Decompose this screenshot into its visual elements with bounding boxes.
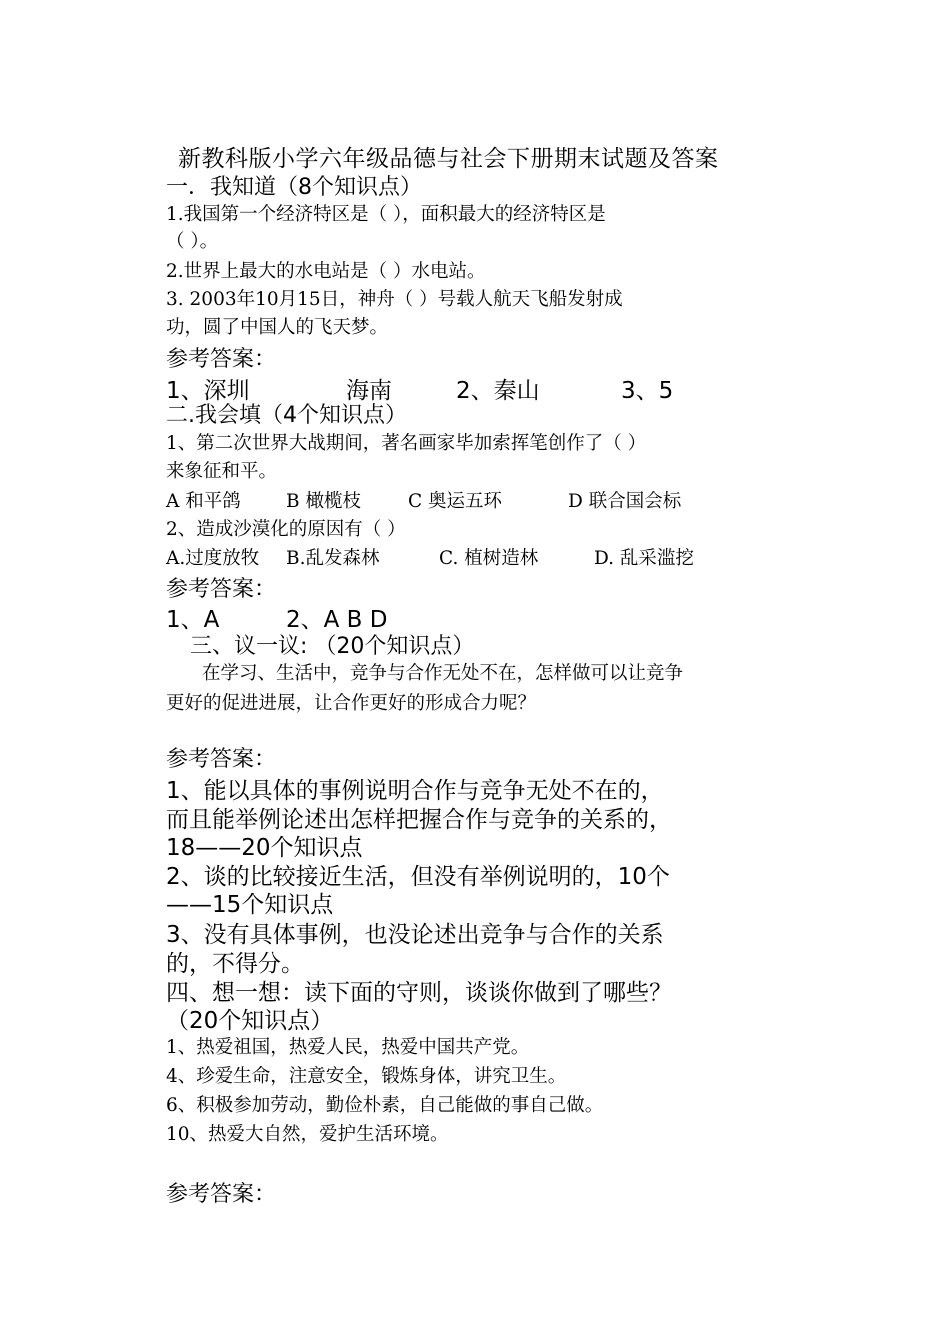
- s3-answer-line-3: 18——20个知识点: [166, 835, 363, 861]
- s2-q2-option-c: C. 植树造林: [439, 548, 539, 569]
- s2-question-2: 2、造成沙漠化的原因有（ ）: [166, 519, 406, 540]
- section-4-heading-line-1: 四、想一想：读下面的守则，谈谈你做到了哪些？: [166, 980, 672, 1006]
- s1-question-1-line-1: 1.我国第一个经济特区是（ ），面积最大的经济特区是: [166, 204, 606, 225]
- s1-answer-2: 海南: [346, 378, 392, 404]
- s2-answer-2: 2、A B D: [286, 607, 388, 633]
- s2-q1-option-d: D 联合国会标: [568, 491, 682, 512]
- s3-question-line-2: 更好的促进进展，让合作更好的形成合力呢？: [166, 693, 537, 714]
- s2-question-1-options: [166, 487, 681, 513]
- s3-answer-line-2: 而且能举例论述出怎样把握合作与竞争的关系的，: [166, 807, 672, 833]
- section-1-heading: 一．我知道（8个知识点）: [166, 175, 422, 200]
- s4-answer-label: 参考答案：: [166, 1182, 277, 1207]
- s1-answer-label: 参考答案：: [166, 347, 277, 372]
- document-title: 新教科版小学六年级品德与社会下册期末试题及答案: [178, 146, 719, 172]
- s2-q1-option-c: C 奥运五环: [408, 491, 503, 512]
- s1-question-2: 2.世界上最大的水电站是（ ）水电站。: [166, 261, 486, 282]
- s3-answer-line-5: ——15个知识点: [166, 892, 334, 918]
- s4-rule-1: 1、热爱祖国，热爱人民，热爱中国共产党。: [166, 1037, 530, 1058]
- s2-answer-label: 参考答案：: [166, 577, 277, 602]
- s2-question-1-line-1: 1、第二次世界大战期间，著名画家毕加索挥笔创作了（ ）: [166, 433, 647, 454]
- s2-q2-option-b: B.乱发森林: [286, 548, 380, 569]
- s4-rule-2: 4、珍爱生命，注意安全，锻炼身体，讲究卫生。: [166, 1066, 567, 1087]
- s3-answer-line-6: 3、没有具体事例，也没论述出竞争与合作的关系: [166, 922, 664, 948]
- s3-answer-line-7: 的，不得分。: [166, 951, 304, 977]
- s2-q1-option-b: B 橄榄枝: [286, 491, 361, 512]
- s3-answer-line-1: 1、能以具体的事例说明合作与竞争无处不在的，: [166, 778, 664, 804]
- s2-q2-option-d: D. 乱采滥挖: [594, 548, 694, 569]
- s4-rule-3: 6、积极参加劳动，勤俭朴素，自己能做的事自己做。: [166, 1095, 604, 1116]
- s2-answer-1: 1、A: [166, 607, 220, 633]
- s2-question-2-options: [166, 544, 694, 570]
- section-2-heading: 二.我会填（4个知识点）: [166, 403, 407, 428]
- s1-question-3-line-2: 功，圆了中国人的飞天梦。: [166, 317, 389, 338]
- s1-answer-3: 2、秦山: [456, 378, 540, 404]
- s2-q2-option-a: A.过度放牧: [166, 548, 260, 569]
- s1-question-3-line-1: 3. 2003年10月15日，神舟（ ）号载人航天飞船发射成: [166, 289, 623, 310]
- s3-answer-label: 参考答案：: [166, 747, 277, 772]
- s2-question-1-line-2: 来象征和平。: [166, 461, 278, 482]
- s2-q1-option-a: A 和平鸽: [166, 491, 241, 512]
- s1-answer-1: 1、深圳: [166, 378, 250, 404]
- s1-question-1-line-2: （ ）。: [166, 231, 219, 252]
- s4-rule-4: 10、热爱大自然，爱护生活环境。: [166, 1124, 449, 1145]
- s3-answer-line-4: 2、谈的比较接近生活，但没有举例说明的，10个: [166, 864, 670, 890]
- section-4-heading-line-2: （20个知识点）: [166, 1008, 334, 1034]
- s3-question-line-1: 在学习、生活中，竞争与合作无处不在，怎样做可以让竞争: [202, 663, 684, 684]
- section-3-heading: 三、议一议: （20个知识点）: [190, 634, 475, 659]
- s1-answer-4: 3、5: [621, 378, 674, 404]
